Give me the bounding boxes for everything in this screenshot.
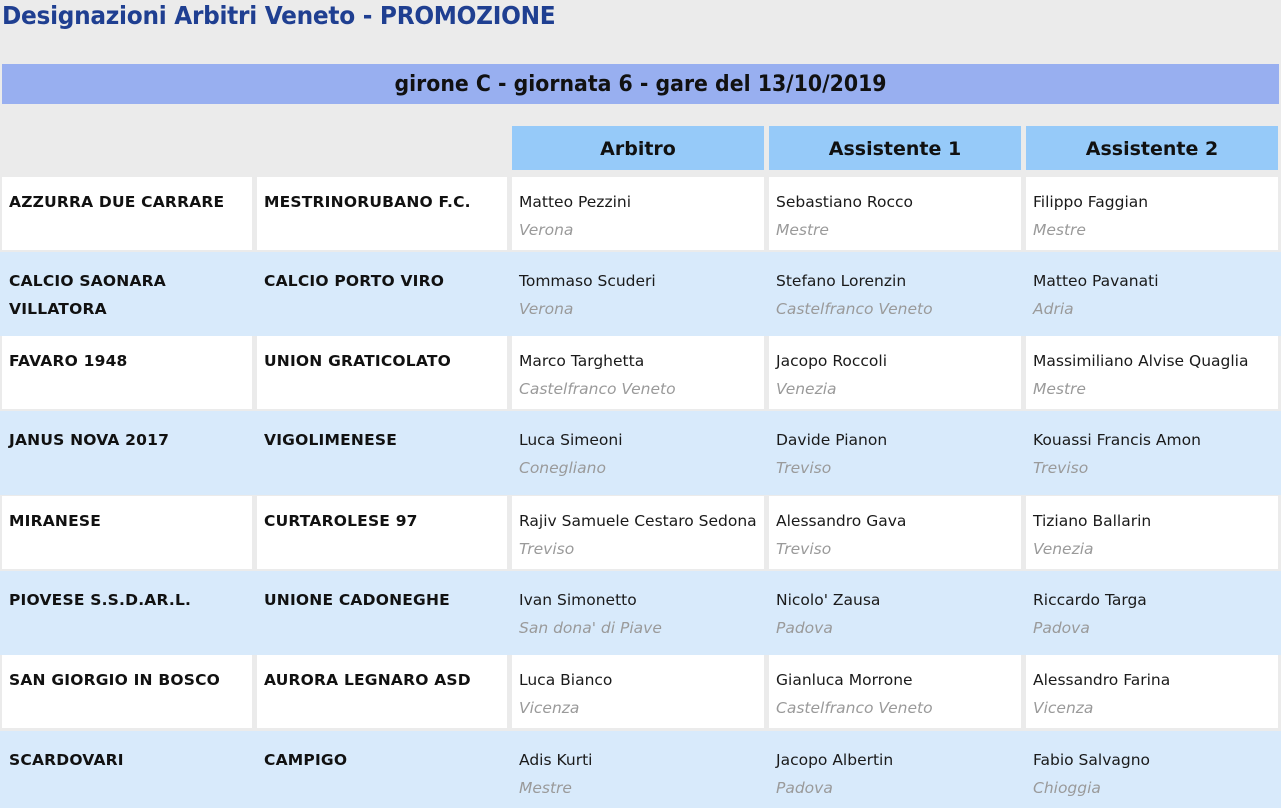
- arbitro-cell: [512, 256, 764, 332]
- assistente-2-cell: [1026, 496, 1278, 569]
- assistente-1-cell: [769, 655, 1021, 728]
- official-name: Jacopo Albertin: [776, 751, 894, 769]
- assistente-2-cell: [1026, 336, 1278, 409]
- official-name: Luca Bianco: [519, 671, 613, 689]
- official-name: Gianluca Morrone: [776, 671, 913, 689]
- official-name: Nicolo' Zausa: [776, 591, 881, 609]
- team-name: FAVARO 1948: [9, 352, 128, 370]
- official-name: Fabio Salvagno: [1033, 751, 1151, 769]
- column-header-arbitro: Arbitro: [512, 126, 764, 170]
- team-name: VIGOLIMENESE: [264, 431, 398, 449]
- official-city: Castelfranco Veneto: [776, 699, 933, 717]
- away-team: [257, 415, 507, 491]
- assistente-1-cell: [769, 256, 1021, 332]
- team-name: AZZURRA DUE CARRARE: [9, 193, 225, 211]
- away-team: [257, 655, 507, 728]
- away-team: [257, 735, 507, 804]
- official-name: Alessandro Farina: [1033, 671, 1171, 689]
- team-name: CURTAROLESE 97: [264, 512, 418, 530]
- official-city: Vicenza: [519, 699, 580, 717]
- team-name: PIOVESE S.S.D.AR.L.: [9, 591, 192, 609]
- column-header-assistente-2: Assistente 2: [1026, 126, 1278, 170]
- official-name: Riccardo Targa: [1033, 591, 1147, 609]
- team-name: CALCIO PORTO VIRO: [264, 272, 445, 290]
- home-team: [2, 336, 252, 409]
- official-city: Padova: [776, 779, 833, 797]
- official-city: Treviso: [776, 540, 832, 558]
- team-name: AURORA LEGNARO ASD: [264, 671, 471, 689]
- official-city: Mestre: [776, 221, 829, 239]
- home-team: [2, 575, 252, 651]
- team-name: UNION GRATICOLATO: [264, 352, 452, 370]
- assistente-2-cell: [1026, 575, 1278, 651]
- arbitro-cell: [512, 735, 764, 804]
- official-city: San dona' di Piave: [519, 619, 662, 637]
- away-team: [257, 256, 507, 332]
- official-name: Sebastiano Rocco: [776, 193, 913, 211]
- assistente-1-cell: [769, 336, 1021, 409]
- assistente-1-cell: [769, 735, 1021, 804]
- official-name: Davide Pianon: [776, 431, 888, 449]
- official-city: Castelfranco Veneto: [776, 300, 933, 318]
- official-city: Verona: [519, 300, 574, 318]
- assistente-1-cell: [769, 177, 1021, 250]
- official-name: Matteo Pavanati: [1033, 272, 1159, 290]
- away-team: [257, 177, 507, 250]
- home-team: [2, 735, 252, 804]
- official-city: Mestre: [1033, 221, 1086, 239]
- assistente-2-cell: [1026, 177, 1278, 250]
- assistente-1-cell: [769, 575, 1021, 651]
- arbitro-cell: [512, 575, 764, 651]
- official-name: Tiziano Ballarin: [1033, 512, 1152, 530]
- arbitro-cell: [512, 496, 764, 569]
- away-team: [257, 575, 507, 651]
- official-city: Padova: [776, 619, 833, 637]
- assistente-2-cell: [1026, 415, 1278, 491]
- arbitro-cell: [512, 655, 764, 728]
- official-name: Jacopo Roccoli: [776, 352, 888, 370]
- round-header: [2, 64, 1279, 104]
- page-title: Designazioni Arbitri Veneto - PROMOZIONE: [2, 1, 556, 30]
- official-city: Padova: [1033, 619, 1090, 637]
- official-city: Castelfranco Veneto: [519, 380, 676, 398]
- official-city: Vicenza: [1033, 699, 1094, 717]
- team-name: MIRANESE: [9, 512, 102, 530]
- official-name: Kouassi Francis Amon: [1033, 431, 1201, 449]
- official-name: Matteo Pezzini: [519, 193, 632, 211]
- away-team: [257, 496, 507, 569]
- team-name: CAMPIGO: [264, 751, 348, 769]
- official-city: Adria: [1033, 300, 1074, 318]
- official-city: Verona: [519, 221, 574, 239]
- round-label: girone C - giornata 6 - gare del 13/10/2019: [394, 72, 887, 97]
- official-city: Treviso: [1033, 459, 1089, 477]
- official-city: Mestre: [519, 779, 572, 797]
- away-team: [257, 336, 507, 409]
- official-city: Chioggia: [1033, 779, 1101, 797]
- official-name: Stefano Lorenzin: [776, 272, 907, 290]
- official-name: Filippo Faggian: [1033, 193, 1149, 211]
- official-city: Mestre: [1033, 380, 1086, 398]
- team-name: CALCIO SAONARA VILLATORA: [9, 272, 166, 318]
- official-name: Ivan Simonetto: [519, 591, 637, 609]
- official-city: Treviso: [776, 459, 832, 477]
- team-name: SCARDOVARI: [9, 751, 124, 769]
- assistente-2-cell: [1026, 256, 1278, 332]
- official-city: Venezia: [1033, 540, 1094, 558]
- home-team: [2, 256, 252, 332]
- team-name: UNIONE CADONEGHE: [264, 591, 450, 609]
- arbitro-cell: [512, 415, 764, 491]
- official-name: Marco Targhetta: [519, 352, 645, 370]
- team-name: MESTRINORUBANO F.C.: [264, 193, 471, 211]
- assistente-2-cell: [1026, 735, 1278, 804]
- official-name: Adis Kurti: [519, 751, 593, 769]
- assistente-1-cell: [769, 415, 1021, 491]
- assistente-2-cell: [1026, 655, 1278, 728]
- official-name: Tommaso Scuderi: [519, 272, 656, 290]
- team-name: SAN GIORGIO IN BOSCO: [9, 671, 221, 689]
- arbitro-cell: [512, 336, 764, 409]
- home-team: [2, 496, 252, 569]
- arbitro-cell: [512, 177, 764, 250]
- home-team: [2, 415, 252, 491]
- official-city: Venezia: [776, 380, 837, 398]
- official-city: Treviso: [519, 540, 575, 558]
- official-city: Conegliano: [519, 459, 606, 477]
- official-name: Luca Simeoni: [519, 431, 623, 449]
- team-name: JANUS NOVA 2017: [9, 431, 170, 449]
- official-name: Massimiliano Alvise Quaglia: [1033, 352, 1249, 370]
- home-team: [2, 177, 252, 250]
- official-name: Rajiv Samuele Cestaro Sedona: [519, 512, 757, 530]
- column-header-assistente-1: Assistente 1: [769, 126, 1021, 170]
- official-name: Alessandro Gava: [776, 512, 907, 530]
- home-team: [2, 655, 252, 728]
- assistente-1-cell: [769, 496, 1021, 569]
